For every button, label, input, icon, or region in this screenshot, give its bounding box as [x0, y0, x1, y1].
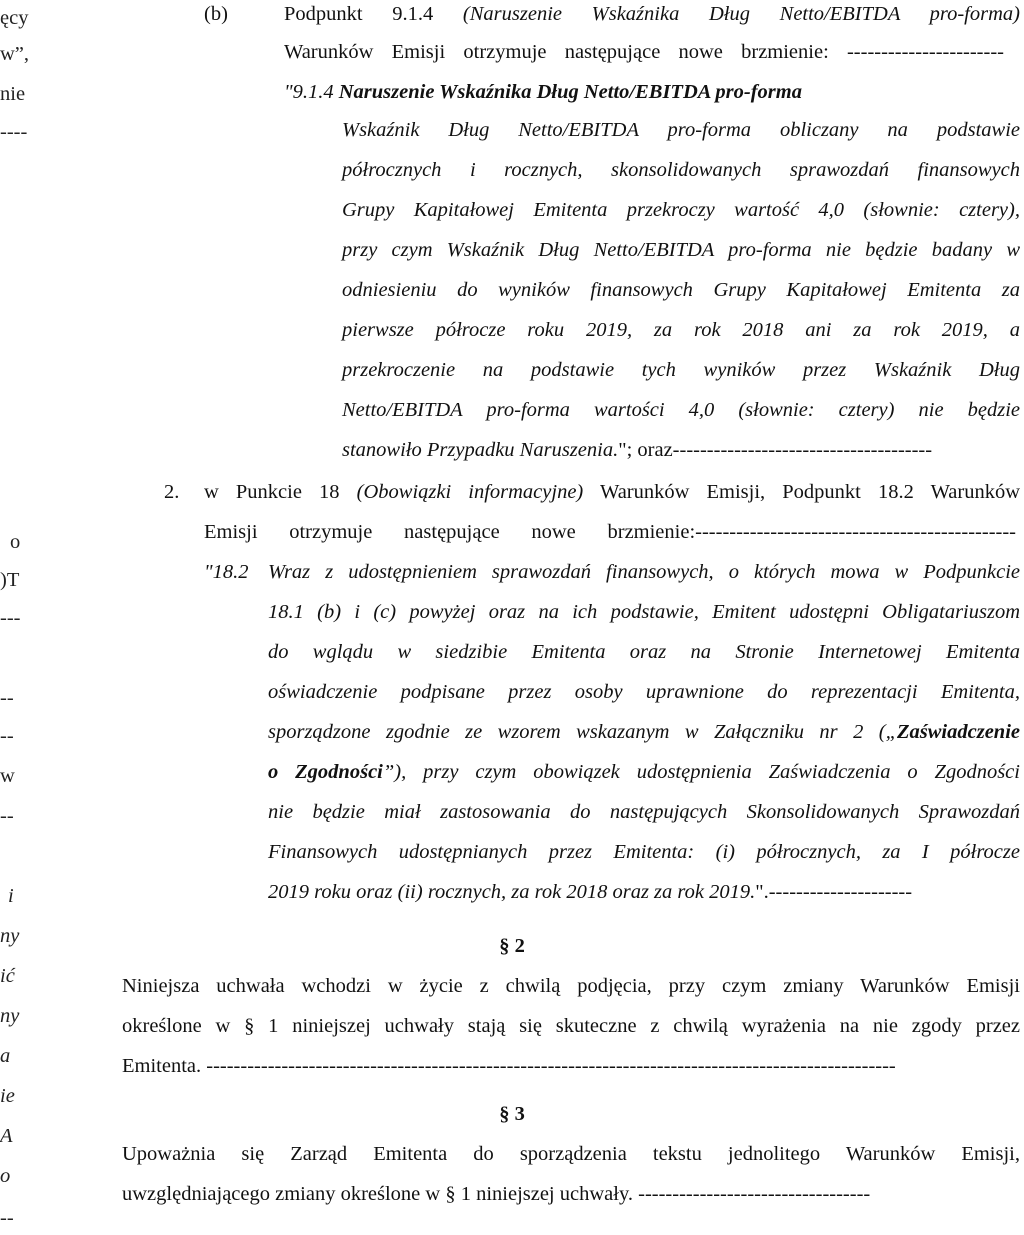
margin-fragment: o	[10, 531, 21, 553]
quote-line: oświadczenie podpisane przez osoby uprawnione do reprezentacji Emitenta,	[268, 681, 1020, 703]
quote-line: przy czym Wskaźnik Dług Netto/EBITDA pro-forma nie będzie badany w	[342, 239, 1020, 261]
margin-fragment: a	[0, 1045, 11, 1067]
quote-closing-line	[268, 880, 912, 904]
section-b-prefix: Podpunkt 9.1.4	[284, 3, 463, 25]
margin-fragment: )T	[0, 569, 20, 591]
quote-closing-rest: ".---------------------	[755, 881, 913, 903]
margin-fragment: ić	[0, 965, 15, 987]
quote-text: ”), przy czym obowiązek udostępnienia Zaświadczenia o Zgodności	[382, 761, 1020, 783]
margin-fragment: ----	[0, 121, 28, 143]
item-number-2: 2.	[164, 481, 180, 503]
section-b-line-2: Warunków Emisji otrzymuje następujące nowe brzmienie: -----------------------	[284, 41, 1004, 63]
margin-fragment: nie	[0, 83, 26, 105]
quote-line: 18.1 (b) i (c) powyżej oraz na ich podstawie, Emitent udostępni Obligatariuszom	[268, 601, 1020, 623]
margin-fragment: --	[0, 687, 14, 709]
quote-text: sporządzone zgodnie ze wzorem wskazanym w Załączniku nr 2 („	[268, 721, 897, 743]
section-3-heading: § 3	[499, 1103, 525, 1125]
quote-line: półrocznych i rocznych, skonsolidowanych sprawozdań finansowych	[342, 159, 1020, 181]
item-label-b: (b)	[204, 3, 228, 25]
subclause-heading	[284, 80, 802, 104]
margin-fragment: o	[0, 1165, 11, 1187]
quote-line: nie będzie miał zastosowania do następujących Skonsolidowanych Sprawozdań	[268, 801, 1020, 823]
section-2-heading: § 2	[499, 935, 525, 957]
quote-closing-line	[342, 438, 932, 462]
margin-fragment: i	[8, 885, 14, 907]
item-2-title: (Obowiązki informacyjne)	[356, 481, 584, 503]
subclause-number: "9.1.4	[284, 81, 339, 103]
item-2-text-rest: Warunków Emisji, Podpunkt 18.2 Warunków	[583, 481, 1021, 503]
quote-closing-italic: 2019 roku oraz (ii) rocznych, za rok 2018 oraz za rok 2019.	[268, 881, 756, 903]
margin-fragment: w”,	[0, 43, 30, 65]
margin-fragment: --	[0, 725, 14, 747]
quote-number: "18.2	[204, 561, 249, 583]
subclause-title: Naruszenie Wskaźnika Dług Netto/EBITDA pro-forma	[338, 81, 802, 103]
margin-fragment: --	[0, 805, 14, 827]
quote-line: do wglądu w siedzibie Emitenta oraz na Stronie Internetowej Emitenta	[268, 641, 1020, 663]
margin-fragment: ny	[0, 925, 20, 947]
margin-fragment: w	[0, 765, 15, 787]
quote-line: przekroczenie na podstawie tych wyników przez Wskaźnik Dług	[342, 359, 1020, 381]
section-b-title: (Naruszenie Wskaźnika Dług Netto/EBITDA pro-forma)	[462, 3, 1020, 25]
quote-line	[268, 720, 1020, 744]
margin-fragment: ie	[0, 1085, 15, 1107]
section-b-line-1	[284, 2, 1020, 26]
paragraph-line: Upoważnia się Zarząd Emitenta do sporządzenia tekstu jednolitego Warunków Emisji,	[122, 1143, 1020, 1165]
quote-line: Wskaźnik Dług Netto/EBITDA pro-forma obliczany na podstawie	[342, 119, 1020, 141]
paragraph-last-line: uwzględniającego zmiany określone w § 1 niniejszej uchwały. ----------------------------------	[122, 1183, 871, 1205]
quote-line: Wraz z udostępnieniem sprawozdań finansowych, o których mowa w Podpunkcie	[268, 561, 1020, 583]
item-2-line-2: Emisji otrzymuje następujące nowe brzmienie:-----------------------------------------------	[204, 521, 1016, 543]
paragraph-line: określone w § 1 niniejszej uchwały stają się skuteczne z chwilą wyrażenia na nie zgody przez	[122, 1015, 1020, 1037]
paragraph-line: Niniejsza uchwała wchodzi w życie z chwilą podjęcia, przy czym zmiany Warunków Emisji	[122, 975, 1020, 997]
margin-fragment: ęcy	[0, 7, 29, 29]
quote-line: Netto/EBITDA pro-forma wartości 4,0 (słownie: cztery) nie będzie	[342, 399, 1020, 421]
item-2-text: w Punkcie 18	[204, 481, 357, 503]
defined-term: o Zgodności	[268, 761, 383, 783]
quote-line: Grupy Kapitałowej Emitenta przekroczy wartość 4,0 (słownie: cztery),	[342, 199, 1020, 221]
margin-fragment: ny	[0, 1005, 20, 1027]
margin-fragment: ---	[0, 607, 21, 629]
paragraph-last-line: Emitenta. -----------------------------------------------------------------------------------------------------	[122, 1055, 896, 1077]
quote-line	[268, 760, 1020, 784]
quote-line: Finansowych udostępnianych przez Emitenta: (i) półrocznych, za I półrocze	[268, 841, 1020, 863]
margin-fragment: A	[0, 1125, 13, 1147]
margin-fragment: --	[0, 1207, 14, 1229]
quote-line: odniesieniu do wyników finansowych Grupy Kapitałowej Emitenta za	[342, 279, 1020, 301]
defined-term: Zaświadczenie	[897, 721, 1020, 743]
item-2-line-1	[204, 480, 1020, 504]
quote-line: pierwsze półrocze roku 2019, za rok 2018 ani za rok 2019, a	[342, 319, 1020, 341]
quote-closing-italic: stanowiło Przypadku Naruszenia.	[342, 439, 619, 461]
quote-closing-rest: "; oraz--------------------------------------	[618, 439, 933, 461]
